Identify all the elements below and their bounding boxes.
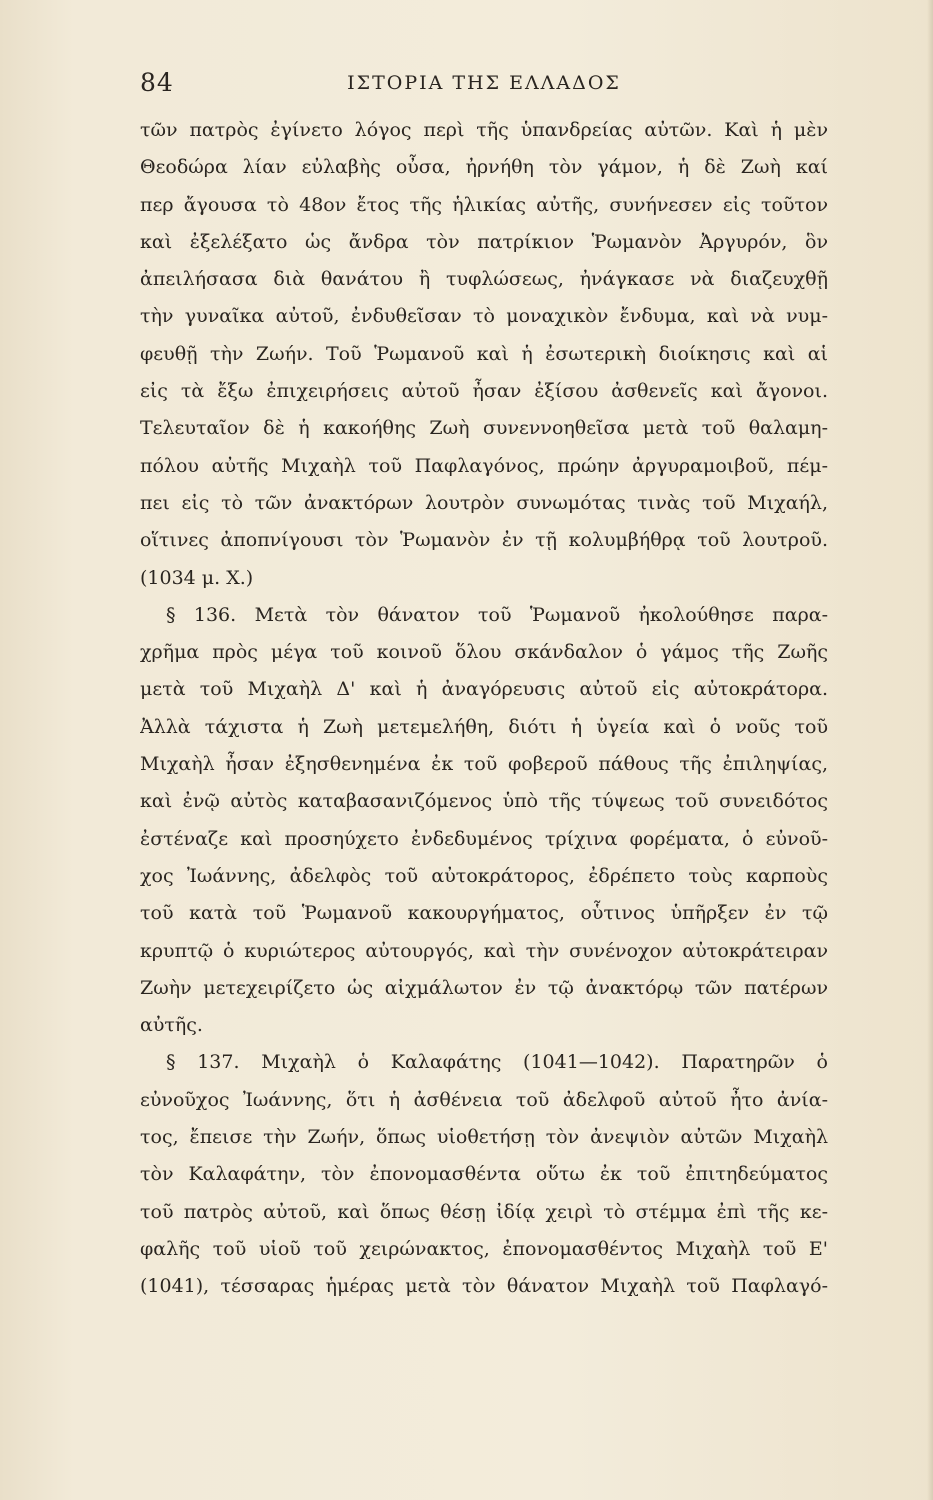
text-line: Μιχαὴλ ἦσαν ἐξησθενημένα ἐκ τοῦ φοβεροῦ πάθους τῆς ἐπιληψίας,: [140, 753, 828, 776]
page-edge-shadow: [927, 0, 933, 1500]
text-line: πει εἰς τὸ τῶν ἀνακτόρων λουτρὸν συνωμότας τινὰς τοῦ Μιχαήλ,: [140, 491, 828, 514]
running-head: ΙΣΤΟΡΙΑ ΤΗΣ ΕΛΛΑΔΟΣ: [347, 72, 621, 94]
text-line: τοῦ κατὰ τοῦ Ῥωμανοῦ κακουργήματος, οὗτινος ὑπῆρξεν ἐν τῷ: [140, 902, 828, 925]
text-line: τος, ἔπεισε τὴν Ζωήν, ὅπως υἱοθετήσῃ τὸν ἀνεψιὸν αὐτῶν Μιχαὴλ: [140, 1126, 828, 1149]
text-line: (1041), τέσσαρας ἡμέρας μετὰ τὸν θάνατον Μιχαὴλ τοῦ Παφλαγό-: [140, 1275, 828, 1298]
text-line: αὐτῆς.: [140, 1014, 203, 1037]
body-text: [140, 112, 828, 1306]
text-line: Ἀλλὰ τάχιστα ἡ Ζωὴ μετεμελήθη, διότι ἡ ὑγεία καὶ ὁ νοῦς τοῦ: [140, 715, 828, 738]
text-line: ἐστέναζε καὶ προσηύχετο ἐνδεδυμένος τρίχινα φορέματα, ὁ εὐνοῦ-: [140, 827, 828, 850]
page-number: 84: [140, 68, 174, 97]
text-line: εὐνοῦχος Ἰωάννης, ὅτι ἡ ἀσθένεια τοῦ ἀδελφοῦ αὐτοῦ ἦτο ἀνία-: [140, 1088, 828, 1111]
text-line: τὴν γυναῖκα αὐτοῦ, ἐνδυθεῖσαν τὸ μοναχικὸν ἔνδυμα, καὶ νὰ νυμ-: [140, 305, 828, 328]
section-137-start: § 137. Μιχαὴλ ὁ Καλαφάτης (1041—1042). Παρατηρῶν ὁ: [166, 1051, 828, 1074]
text-line: (1034 μ. Χ.): [140, 566, 254, 589]
text-line: Θεοδώρα λίαν εὐλαβὴς οὖσα, ἠρνήθη τὸν γάμον, ἡ δὲ Ζωὴ καί: [140, 156, 828, 179]
text-line: τῶν πατρὸς ἐγίνετο λόγος περὶ τῆς ὑπανδρείας αὐτῶν. Καὶ ἡ μὲν: [140, 119, 828, 141]
text-line: Τελευταῖον δὲ ἡ κακοήθης Ζωὴ συνεννοηθεῖσα μετὰ τοῦ θαλαμη-: [140, 417, 828, 440]
text-line: Ζωὴν μετεχειρίζετο ὡς αἰχμάλωτον ἐν τῷ ἀνακτόρῳ τῶν πατέρων: [140, 976, 828, 999]
text-line: οἵτινες ἀποπνίγουσι τὸν Ῥωμανὸν ἐν τῇ κολυμβήθρᾳ τοῦ λουτροῦ.: [140, 529, 828, 552]
text-line: ἀπειλήσασα διὰ θανάτου ἢ τυφλώσεως, ἠνάγκασε νὰ διαζευχθῇ: [140, 268, 828, 291]
section-136-start: § 136. Μετὰ τὸν θάνατον τοῦ Ῥωμανοῦ ἠκολούθησε παρα-: [166, 603, 828, 626]
text-line: φευθῇ τὴν Ζωήν. Τοῦ Ῥωμανοῦ καὶ ἡ ἐσωτερικὴ διοίκησις καὶ αἱ: [140, 342, 828, 365]
page-header: [140, 66, 828, 106]
text-line: μετὰ τοῦ Μιχαὴλ Δ' καὶ ἡ ἀναγόρευσις αὐτοῦ εἰς αὐτοκράτορα.: [140, 678, 828, 701]
text-line: περ ἄγουσα τὸ 48ον ἔτος τῆς ἡλικίας αὐτῆς, συνήνεσεν εἰς τοῦτον: [140, 193, 828, 216]
text-line: καὶ ἐνῷ αὐτὸς καταβασανιζόμενος ὑπὸ τῆς τύψεως τοῦ συνειδότος: [140, 790, 828, 813]
text-line: εἰς τὰ ἔξω ἐπιχειρήσεις αὐτοῦ ἦσαν ἐξίσου ἀσθενεῖς καὶ ἄγονοι.: [140, 380, 828, 403]
text-line: φαλῆς τοῦ υἱοῦ τοῦ χειρώνακτος, ἐπονομασθέντος Μιχαὴλ τοῦ Ε': [140, 1237, 828, 1260]
text-line: χος Ἰωάννης, ἀδελφὸς τοῦ αὐτοκράτορος, ἐδρέπετο τοὺς καρποὺς: [140, 864, 828, 887]
text-line: κρυπτῷ ὁ κυριώτερος αὐτουργός, καὶ τὴν συνένοχον αὐτοκράτειραν: [140, 939, 828, 962]
text-line: πόλου αὐτῆς Μιχαὴλ τοῦ Παφλαγόνος, πρώην ἀργυραμοιβοῦ, πέμ-: [140, 454, 828, 477]
text-line: χρῆμα πρὸς μέγα τοῦ κοινοῦ ὅλου σκάνδαλον ὁ γάμος τῆς Ζωῆς: [140, 641, 828, 664]
text-line: τοῦ πατρὸς αὐτοῦ, καὶ ὅπως θέσῃ ἰδίᾳ χειρὶ τὸ στέμμα ἐπὶ τῆς κε-: [140, 1200, 828, 1223]
text-line: καὶ ἐξελέξατο ὡς ἄνδρα τὸν πατρίκιον Ῥωμανὸν Ἀργυρόν, ὃν: [140, 230, 828, 253]
text-line: τὸν Καλαφάτην, τὸν ἐπονομασθέντα οὕτω ἐκ τοῦ ἐπιτηδεύματος: [140, 1163, 828, 1186]
